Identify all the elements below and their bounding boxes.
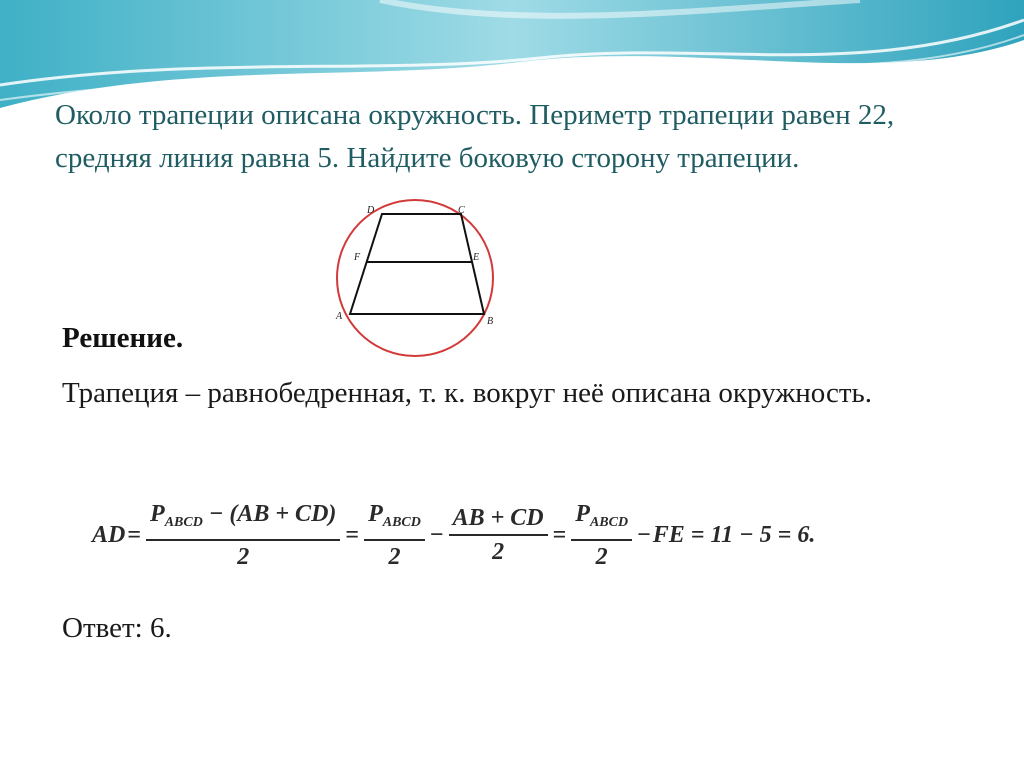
fraction-2-denominator: 2: [388, 543, 401, 570]
perimeter-symbol: P: [575, 500, 590, 527]
fraction-1-denominator: 2: [237, 543, 250, 570]
fraction-2: [364, 501, 425, 570]
fraction-4: [571, 501, 632, 570]
formula-tail: FE = 11 − 5 = 6.: [652, 521, 816, 548]
perimeter-subscript: ABCD: [589, 514, 629, 530]
formula-eq-2: =: [345, 521, 360, 548]
trapezoid-figure: [330, 196, 502, 360]
label-b: B: [487, 316, 494, 327]
formula-eq-3: =: [552, 521, 567, 548]
solution-heading: Решение.: [62, 322, 184, 354]
formula-lhs: AD: [92, 521, 126, 548]
fraction-4-denominator: 2: [595, 543, 608, 570]
problem-text: Около трапеции описана окружность. Периметр трапеции равен 22, средняя линия равна 5. Найдите боковую сторону трапеции.: [55, 99, 895, 174]
fraction-1: [146, 501, 340, 570]
label-c: C: [458, 205, 465, 216]
fraction-3-numerator: AB + CD: [449, 505, 548, 536]
formula-minus-2: −: [637, 521, 651, 548]
answer-text: Ответ: 6.: [62, 612, 172, 644]
perimeter-subscript: ABCD: [382, 514, 421, 530]
fraction-2-numerator: [364, 501, 425, 541]
fraction-3-denominator: 2: [492, 539, 505, 565]
fraction-3: [449, 505, 548, 565]
label-a: A: [336, 311, 343, 322]
solution-formula: [92, 500, 815, 570]
solution-text: Трапеция – равнобедренная, т. к. вокруг неё описана окружность.: [62, 377, 873, 409]
formula-minus-1: −: [429, 521, 444, 548]
fraction-1-rest: − (AB + CD): [202, 500, 337, 527]
label-e: E: [473, 252, 480, 263]
label-d: D: [367, 205, 375, 216]
perimeter-symbol: P: [150, 500, 165, 527]
label-f: F: [354, 252, 361, 263]
fraction-4-numerator: [571, 501, 632, 541]
fraction-1-numerator: [146, 501, 340, 541]
formula-eq-1: =: [127, 521, 142, 548]
perimeter-subscript: ABCD: [164, 514, 203, 530]
perimeter-symbol: P: [368, 500, 383, 527]
